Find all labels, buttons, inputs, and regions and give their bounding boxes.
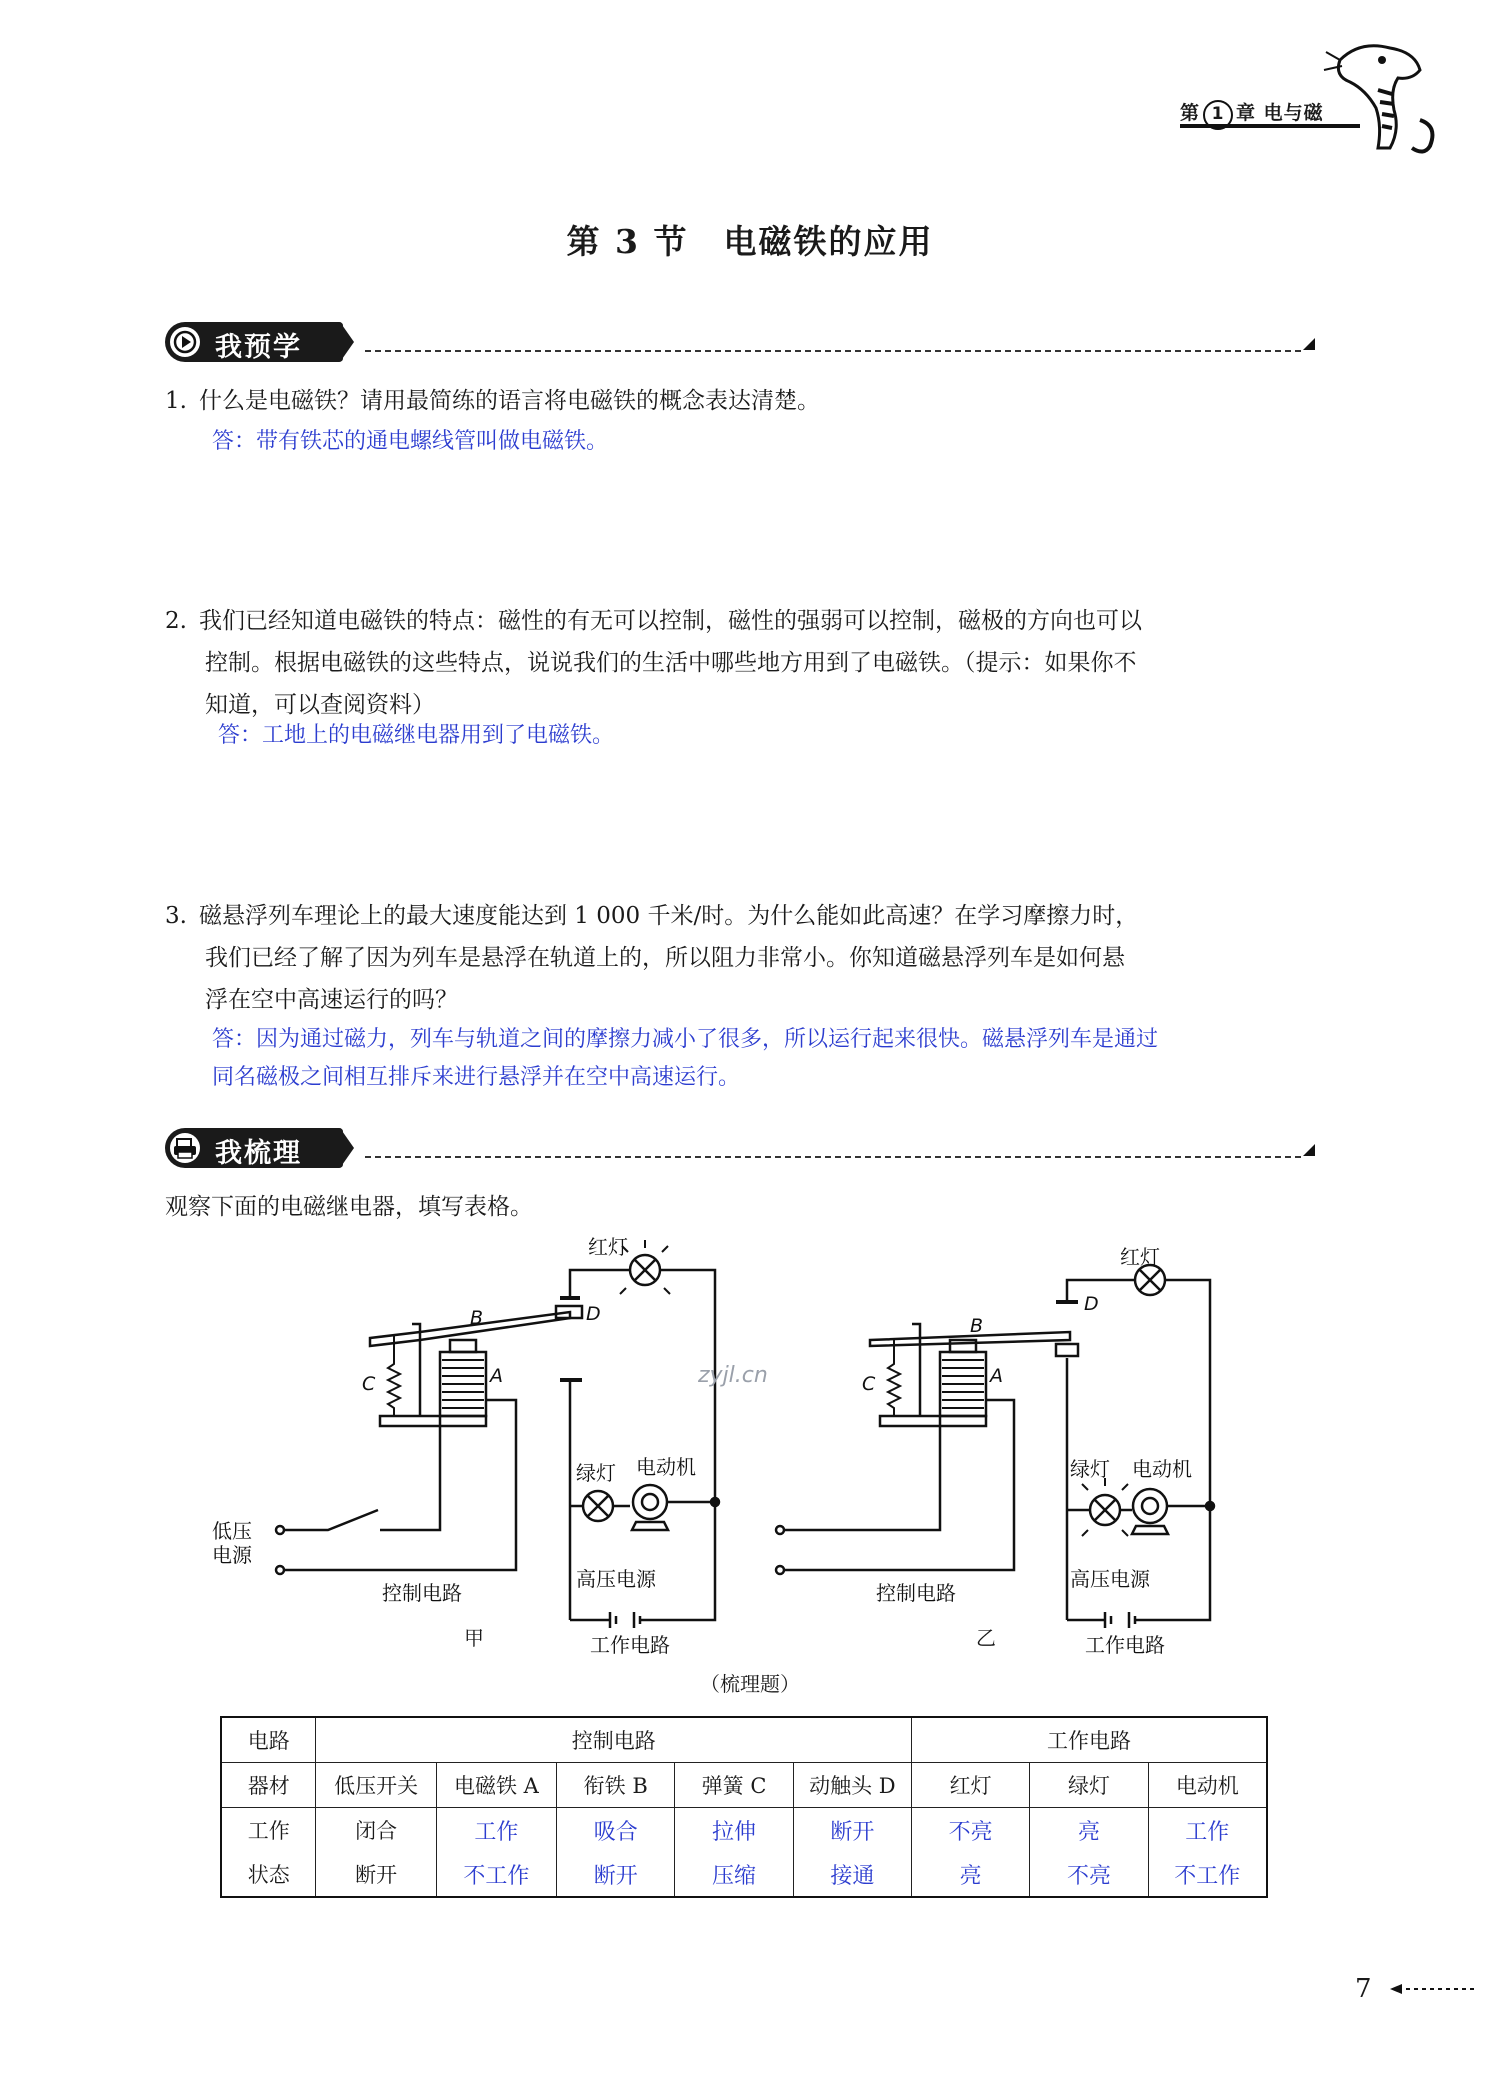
question-text: 我们已经了解了因为列车是悬浮在轨道上的，所以阻力非常小。你知道磁悬浮列车是如何悬 [205,945,1125,971]
banner-dash-line [365,350,1301,352]
device-cell: 绿灯 [1030,1763,1148,1808]
table-row [221,1808,1267,1853]
work-group-header: 工作电路 [912,1717,1268,1763]
label-b-right: B [970,1315,984,1337]
caption-right: 乙 [976,1626,996,1650]
state-label-2: 状态 [221,1852,316,1897]
control-circuit-label-right: 控制电路 [876,1581,956,1605]
answer-text: 答：工地上的电磁继电器用到了电磁铁。 [218,723,615,748]
device-cell: 电动机 [1148,1763,1267,1808]
figure-caption: （梳理题） [700,1672,800,1696]
high-voltage-label-right: 高压电源 [1070,1567,1150,1591]
answer-1 [212,423,1322,461]
chapter-tag [1180,96,1360,126]
green-lamp-label-right: 绿灯 [1070,1457,1110,1481]
state-cell: 压缩 [675,1852,793,1897]
table-row [221,1852,1267,1897]
caption-left: 甲 [464,1626,484,1650]
state-cell: 不亮 [912,1808,1030,1853]
state-cell: 不工作 [436,1852,556,1897]
table-row [221,1763,1267,1808]
chapter-number: 1 [1203,100,1233,130]
banner-review-label: 我梳理 [215,1138,302,1169]
question-2 [165,600,1330,726]
label-c-right: C [862,1373,876,1395]
table-row [221,1717,1267,1763]
label-d-right: D [1084,1293,1099,1315]
device-cell: 动触头 D [793,1763,911,1808]
chapter-title: 电与磁 [1263,102,1324,124]
relay-state-table [220,1716,1268,1898]
relay-diagram-left [280,1255,715,1620]
low-voltage-label-2: 电源 [212,1543,252,1567]
state-cell: 拉伸 [675,1808,793,1853]
play-icon [170,327,200,357]
question-text: 我们已经知道电磁铁的特点：磁性的有无可以控制，磁性的强弱可以控制，磁极的方向也可以 [199,608,1142,634]
state-cell: 断开 [557,1852,675,1897]
red-lamp-label-left: 红灯 [588,1235,628,1259]
answer-text: 答：因为通过磁力，列车与轨道之间的摩擦力减小了很多，所以运行起来很快。磁悬浮列车是通过 [212,1027,1159,1052]
question-text: 浮在空中高速运行的吗？ [205,987,458,1013]
green-lamp-label-left: 绿灯 [576,1461,616,1485]
control-group-header: 控制电路 [316,1717,912,1763]
label-d-left: D [586,1303,601,1325]
state-cell: 断开 [316,1852,436,1897]
state-cell: 工作 [1148,1808,1267,1853]
page-arrow-icon [1388,1982,1478,1996]
question-number: 1. [165,388,187,414]
review-intro: 观察下面的电磁继电器，填写表格。 [165,1194,533,1220]
state-cell: 亮 [1030,1808,1148,1853]
banner-review [165,1128,1315,1172]
answer-text: 答：带有铁芯的通电螺线管叫做电磁铁。 [212,429,609,454]
answer-3 [212,1021,1322,1097]
label-a-right: A [990,1365,1003,1387]
question-text: 什么是电磁铁？请用最简练的语言将电磁铁的概念表达清楚。 [199,388,820,414]
work-circuit-label-right: 工作电路 [1085,1633,1165,1657]
work-circuit-label-left: 工作电路 [590,1633,670,1657]
label-a-left: A [490,1365,503,1387]
state-cell: 工作 [436,1808,556,1853]
banner-dash-line [365,1156,1301,1158]
question-number: 3. [165,903,187,929]
question-text: 控制。根据电磁铁的这些特点，说说我们的生活中哪些地方用到了电磁铁。（提示：如果你不 [205,650,1137,676]
banner-pill [165,322,343,362]
state-cell: 闭合 [316,1808,436,1853]
answer-2 [218,717,1328,755]
state-cell: 吸合 [557,1808,675,1853]
control-circuit-label-left: 控制电路 [382,1581,462,1605]
row-circuit-label: 电路 [221,1717,316,1763]
state-label-1: 工作 [221,1808,316,1853]
state-cell: 断开 [793,1808,911,1853]
question-3 [165,895,1330,1021]
red-lamp-label-right: 红灯 [1120,1245,1160,1269]
device-cell: 弹簧 C [675,1763,793,1808]
header-rule [1180,124,1360,128]
state-cell: 亮 [912,1852,1030,1897]
watermark: zyjl.cn [698,1363,768,1388]
banner-preview-label: 我预学 [215,332,302,363]
section-title: 第 3 节 电磁铁的应用 [566,222,934,261]
device-cell: 红灯 [912,1763,1030,1808]
banner-end-mark [1303,338,1315,350]
device-cell: 电磁铁 A [436,1763,556,1808]
banner-pill [165,1128,343,1168]
state-cell: 接通 [793,1852,911,1897]
banner-end-mark [1303,1144,1315,1156]
motor-label-right: 电动机 [1132,1457,1192,1481]
tiger-mascot-icon [1320,30,1440,160]
question-number: 2. [165,608,187,634]
printer-icon [170,1133,200,1163]
chapter-prefix: 第 [1180,102,1201,124]
device-cell: 低压开关 [316,1763,436,1808]
banner-preview [165,322,1315,366]
low-voltage-label-1: 低压 [212,1519,252,1543]
question-text: 磁悬浮列车理论上的最大速度能达到 1 000 千米/时。为什么能如此高速？在学习摩擦力时， [199,903,1139,929]
motor-label-left: 电动机 [636,1455,696,1479]
question-1 [165,380,1330,422]
state-cell: 不工作 [1148,1852,1267,1897]
high-voltage-label-left: 高压电源 [576,1567,656,1591]
question-text: 知道，可以查阅资料） [205,692,435,718]
answer-text: 同名磁极之间相互排斥来进行悬浮并在空中高速运行。 [212,1065,741,1090]
label-b-left: B [470,1307,484,1329]
label-c-left: C [362,1373,376,1395]
relay-diagram [212,1235,1230,1660]
device-cell: 衔铁 B [557,1763,675,1808]
chapter-suffix: 章 [1236,102,1257,124]
row-device-label: 器材 [221,1763,316,1808]
state-cell: 不亮 [1030,1852,1148,1897]
page-number: 7 [1355,1974,1372,2004]
